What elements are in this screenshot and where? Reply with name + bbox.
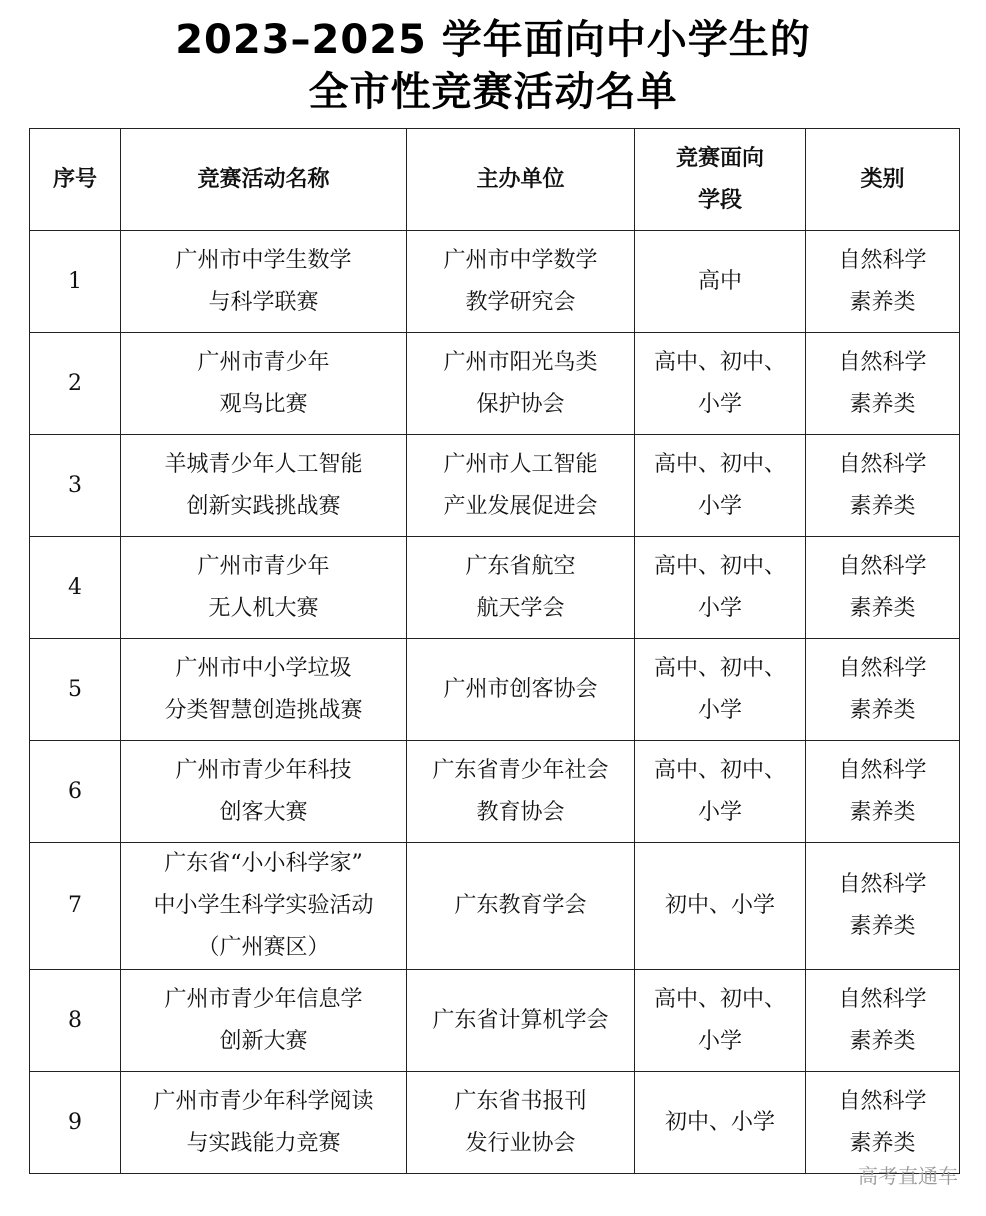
cell-name: 广州市中学生数学 与科学联赛 (121, 231, 407, 333)
cell-stage: 高中、初中、 小学 (635, 741, 806, 843)
table-row (30, 741, 960, 843)
cell-organizer: 广州市阳光鸟类 保护协会 (407, 333, 635, 435)
cell-name: 广州市中小学垃圾 分类智慧创造挑战赛 (121, 639, 407, 741)
cell-seq: 5 (30, 639, 121, 741)
header-seq: 序号 (30, 129, 121, 231)
table-row (30, 970, 960, 1072)
cell-stage: 高中、初中、 小学 (635, 970, 806, 1072)
cell-seq: 4 (30, 537, 121, 639)
title-line-1: 2023–2025 学年面向中小学生的 (175, 17, 811, 63)
competition-table (29, 128, 960, 1174)
cell-stage: 高中 (635, 231, 806, 333)
header-category: 类别 (806, 129, 960, 231)
cell-seq: 9 (30, 1072, 121, 1174)
cell-category: 自然科学 素养类 (806, 537, 960, 639)
cell-organizer: 广州市人工智能 产业发展促进会 (407, 435, 635, 537)
cell-category: 自然科学 素养类 (806, 843, 960, 970)
table-row (30, 1072, 960, 1174)
title-line-2: 全市性竞赛活动名单 (308, 69, 678, 115)
table-header-row (30, 129, 960, 231)
cell-name: 羊城青少年人工智能 创新实践挑战赛 (121, 435, 407, 537)
cell-stage: 高中、初中、 小学 (635, 333, 806, 435)
cell-name: 广州市青少年 观鸟比赛 (121, 333, 407, 435)
cell-seq: 6 (30, 741, 121, 843)
cell-category: 自然科学 素养类 (806, 435, 960, 537)
header-name: 竞赛活动名称 (121, 129, 407, 231)
cell-name: 广州市青少年科学阅读 与实践能力竞赛 (121, 1072, 407, 1174)
cell-category: 自然科学 素养类 (806, 741, 960, 843)
cell-category: 自然科学 素养类 (806, 1072, 960, 1174)
cell-stage: 高中、初中、 小学 (635, 537, 806, 639)
cell-organizer: 广东省航空 航天学会 (407, 537, 635, 639)
table-row (30, 435, 960, 537)
header-stage: 竞赛面向 学段 (635, 129, 806, 231)
table-row (30, 639, 960, 741)
cell-organizer: 广州市创客协会 (407, 639, 635, 741)
cell-stage: 高中、初中、 小学 (635, 435, 806, 537)
cell-organizer: 广州市中学数学 教学研究会 (407, 231, 635, 333)
cell-category: 自然科学 素养类 (806, 639, 960, 741)
cell-stage: 高中、初中、 小学 (635, 639, 806, 741)
table-row (30, 333, 960, 435)
watermark: 高考直通车 (858, 1164, 958, 1188)
cell-stage: 初中、小学 (635, 843, 806, 970)
cell-organizer: 广东省书报刊 发行业协会 (407, 1072, 635, 1174)
header-organizer: 主办单位 (407, 129, 635, 231)
cell-seq: 1 (30, 231, 121, 333)
cell-organizer: 广东教育学会 (407, 843, 635, 970)
cell-name: 广东省“小小科学家” 中小学生科学实验活动 （广州赛区） (121, 843, 407, 970)
table-row (30, 537, 960, 639)
cell-organizer: 广东省青少年社会 教育协会 (407, 741, 635, 843)
cell-name: 广州市青少年信息学 创新大赛 (121, 970, 407, 1072)
cell-category: 自然科学 素养类 (806, 231, 960, 333)
table-row (30, 231, 960, 333)
cell-organizer: 广东省计算机学会 (407, 970, 635, 1072)
cell-seq: 2 (30, 333, 121, 435)
cell-seq: 7 (30, 843, 121, 970)
table-row (30, 843, 960, 970)
cell-stage: 初中、小学 (635, 1072, 806, 1174)
cell-category: 自然科学 素养类 (806, 333, 960, 435)
cell-name: 广州市青少年科技 创客大赛 (121, 741, 407, 843)
cell-category: 自然科学 素养类 (806, 970, 960, 1072)
cell-seq: 3 (30, 435, 121, 537)
document-title (0, 14, 986, 118)
cell-seq: 8 (30, 970, 121, 1072)
cell-name: 广州市青少年 无人机大赛 (121, 537, 407, 639)
